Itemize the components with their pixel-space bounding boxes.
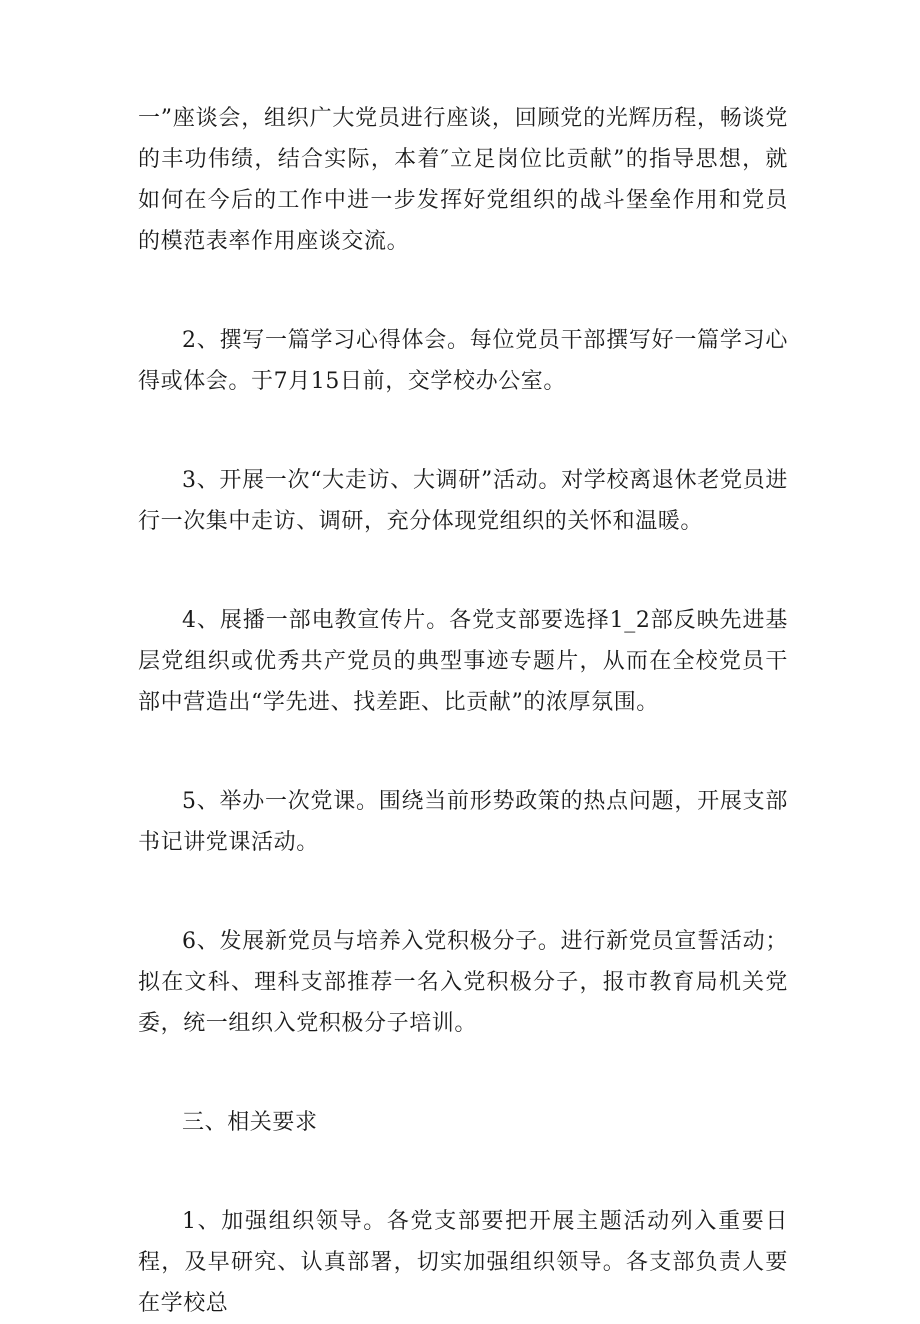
paragraph-item-6: 6、发展新党员与培养入党积极分子。进行新党员宣誓活动；拟在文科、理科支部推荐一名入党积极分子，报市教育局机关党委，统一组织入党积极分子培训。 (138, 929, 788, 1036)
section-heading-requirements: 三、相关要求 (182, 1110, 318, 1135)
paragraph-item-3: 3、开展一次“大走访、大调研”活动。对学校离退休老党员进行一次集中走访、调研，充分体现党组织的关怀和温暖。 (138, 468, 788, 534)
document-body (138, 98, 788, 1324)
paragraph-item-2: 2、撰写一篇学习心得体会。每位党员干部撰写好一篇学习心得或体会。于7月15日前，交学校办公室。 (138, 328, 788, 394)
paragraph-item-4: 4、展播一部电教宣传片。各党支部要选择1_2部反映先进基层党组织或优秀共产党员的典型事迹专题片，从而在全校党员干部中营造出“学先进、找差距、比贡献”的浓厚氛围。 (138, 608, 788, 715)
paragraph-requirement-1: 1、加强组织领导。各党支部要把开展主题活动列入重要日程，及早研究、认真部署，切实加强组织领导。各支部负责人要在学校总 (138, 1209, 788, 1316)
paragraph-continuation: 一”座谈会，组织广大党员进行座谈，回顾党的光辉历程，畅谈党的丰功伟绩，结合实际，本着″立足岗位比贡献”的指导思想，就如何在今后的工作中进一步发挥好党组织的战斗堡垒作用和党员的模范表率作用座谈交流。 (138, 106, 788, 254)
paragraph-item-5: 5、举办一次党课。围绕当前形势政策的热点问题，开展支部书记讲党课活动。 (138, 789, 788, 855)
